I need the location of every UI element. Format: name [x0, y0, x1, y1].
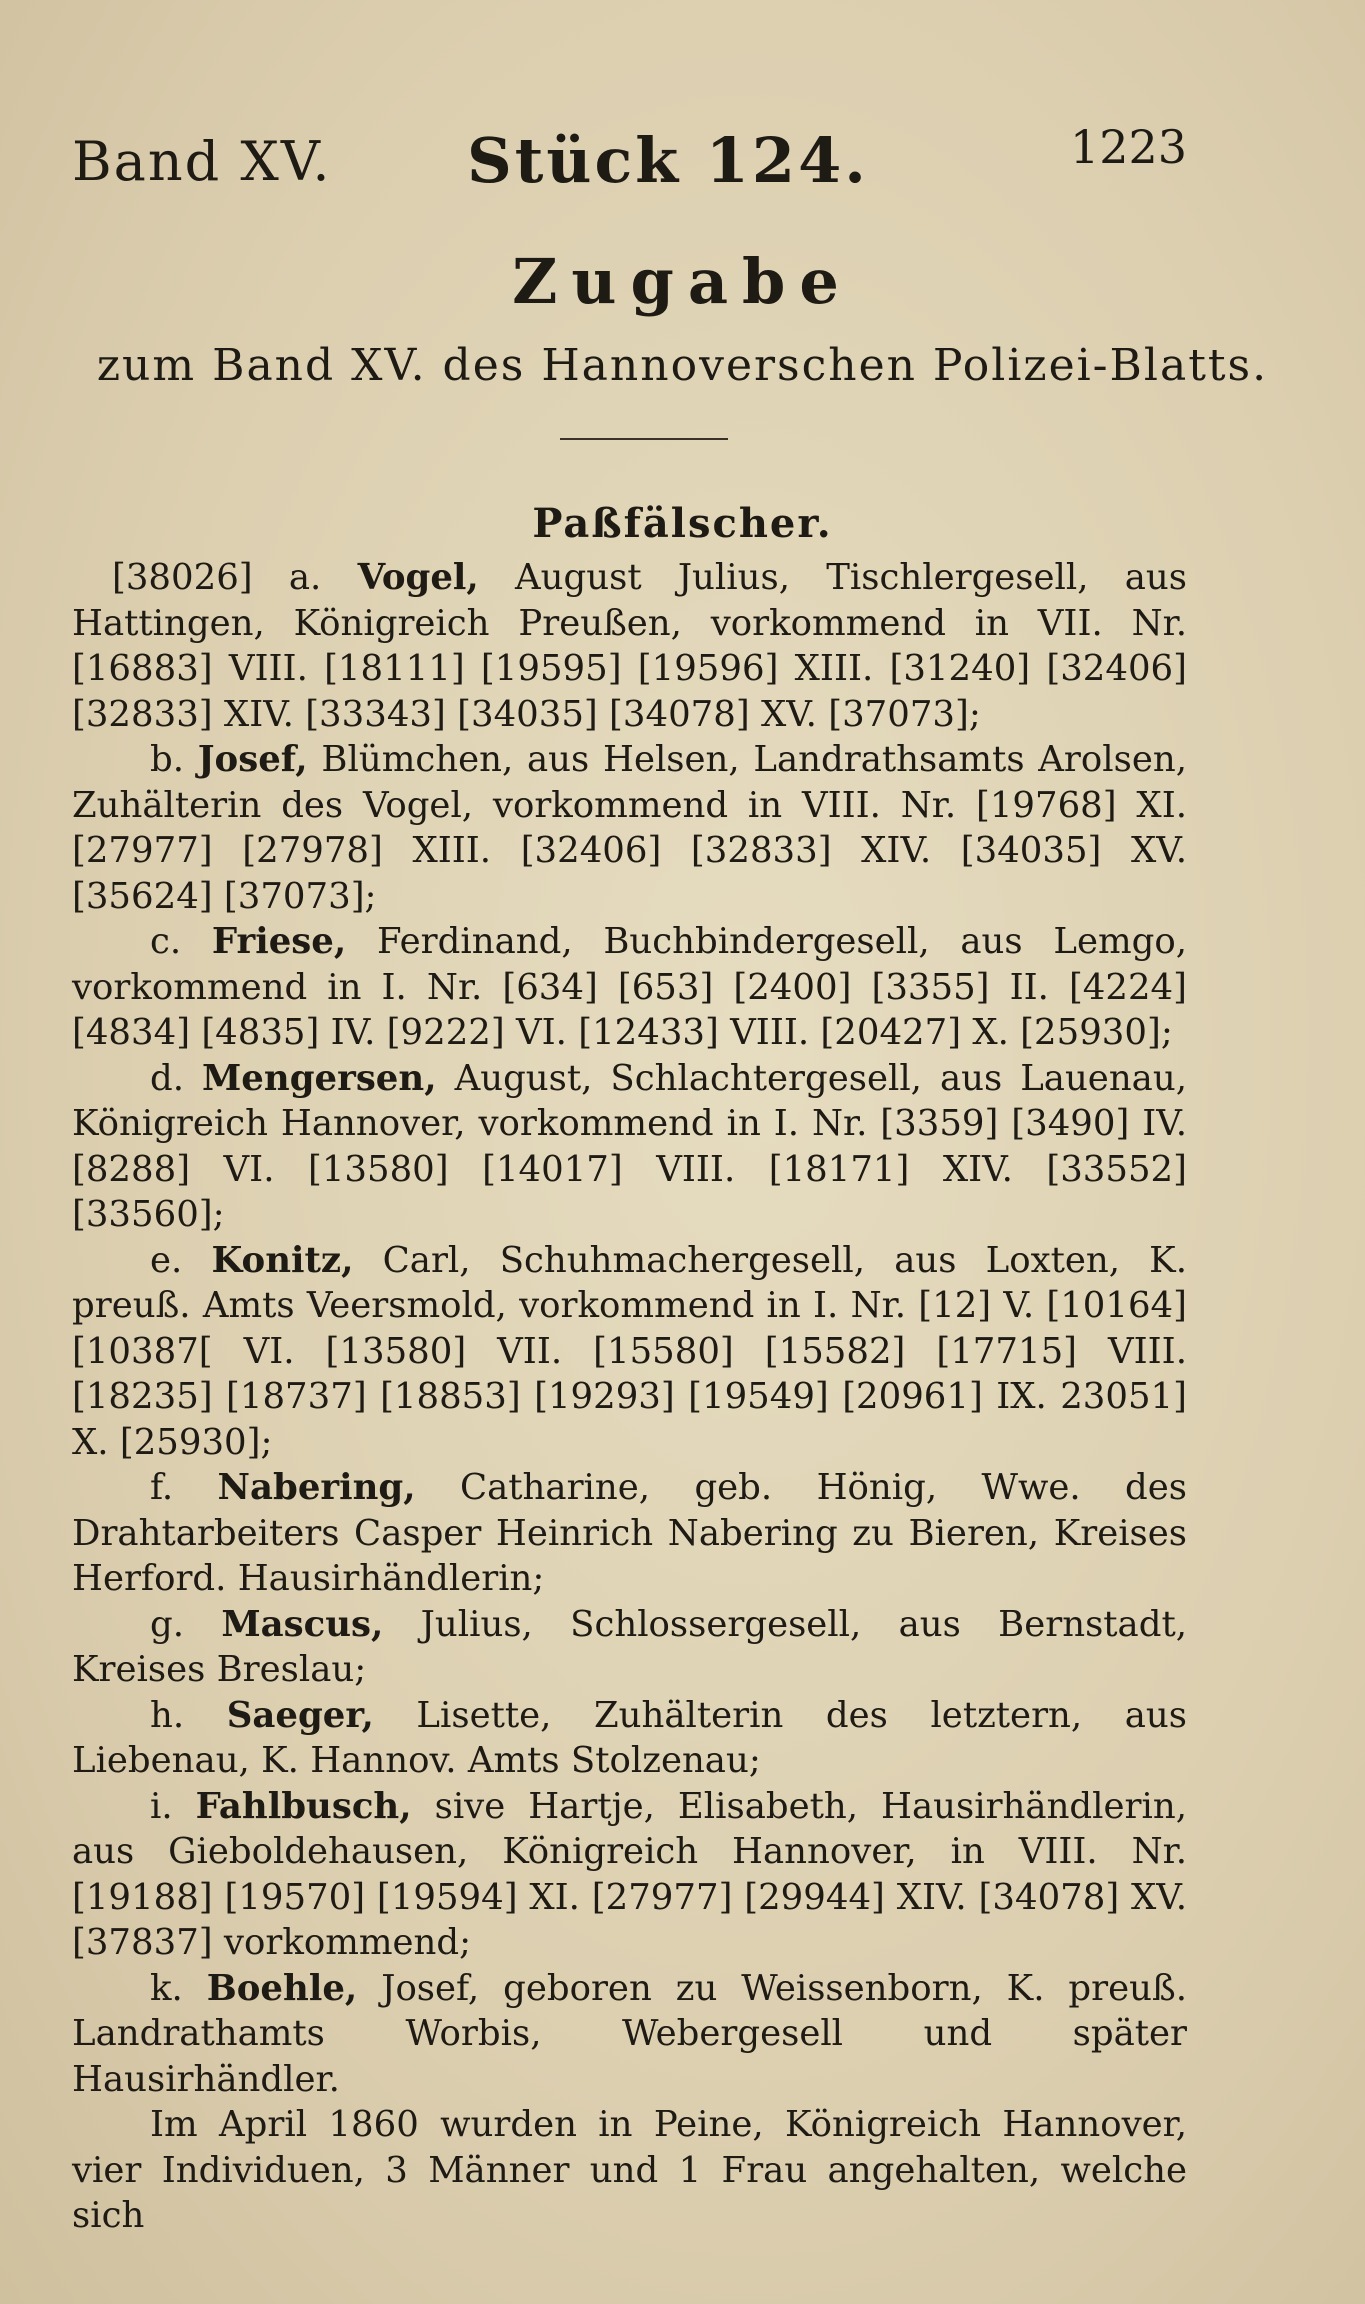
entry-name: Nabering, — [217, 1467, 416, 1508]
page-number: 1223 — [1070, 120, 1188, 174]
entry-prefix: f. — [150, 1467, 218, 1508]
entry-prefix: e. — [150, 1239, 212, 1281]
entry-text: Blümchen, aus Helsen, Landrathsamts Arolsen, Zuhälterin des Vogel, vorkommend in VIII. Nr. [19768] XI. [27977] [27978] XIII. [32406] [32833] XIV. [34035] XV. [35624] [37073]; — [72, 739, 1187, 917]
volume-label: Band XV. — [72, 130, 332, 193]
entry-h — [72, 1693, 1187, 1784]
closing-paragraph: Im April 1860 wurden in Peine, Königreich Hannover, vier Individuen, 3 Männer und 1 Frau angehalten, welche sich — [72, 2104, 1187, 2236]
entry-text: August Julius, Tischlergesell, aus Hattingen, Königreich Preußen, vorkommend in VII. Nr. [16883] VIII. [18111] [19595] [19596] XIII. [31240] [32406] [32833] XIV. [33343] [34035] [34078] XV. [37073]; — [72, 557, 1187, 735]
entry-g — [72, 1602, 1187, 1693]
entry-text: Julius, Schlossergesell, aus Bernstadt, Kreises Breslau; — [72, 1603, 1187, 1690]
entry-f — [72, 1465, 1187, 1602]
entry-prefix: c. — [150, 921, 212, 962]
entry-text: Ferdinand, Buchbindergesell, aus Lemgo, vorkommend in I. Nr. [634] [653] [2400] [3355] II. [4224] [4834] [4835] IV. [9222] VI. [12433] VIII. [20427] X. [25930]; — [72, 921, 1187, 1053]
entry-text: sive Hartje, Elisabeth, Hausirhändlerin, aus Gieboldehausen, Königreich Hannover, in VIII. Nr. [19188] [19570] [19594] XI. [27977] [29944] XIV. [34078] XV. [37837] vorkommend; — [72, 1785, 1187, 1963]
issue-label: Stück 124. — [467, 124, 869, 197]
entry-prefix: h. — [150, 1694, 227, 1736]
entry-name: Vogel, — [357, 557, 479, 598]
entry-i — [72, 1784, 1187, 1966]
entry-name: Saeger, — [226, 1694, 374, 1736]
supplement-subtitle: zum Band XV. des Hannoverschen Polizei-Blatts. — [96, 340, 1269, 391]
entry-c — [72, 919, 1187, 1056]
entry-text: Lisette, Zuhälterin des letztern, aus Liebenau, K. Hannov. Amts Stolzenau; — [72, 1694, 1188, 1781]
section-heading: Paßfälscher. — [532, 500, 833, 547]
entry-d — [72, 1056, 1187, 1238]
entry-text: Catharine, geb. Hönig, Wwe. des Drahtarbeiters Casper Heinrich Nabering zu Bieren, Kreises Herford. Hausirhändlerin; — [72, 1467, 1187, 1599]
entry-prefix: i. — [150, 1785, 196, 1827]
entry-text: Carl, Schuhmachergesell, aus Loxten, K. preuß. Amts Veersmold, vorkommend in I. Nr. [12] V. [10164] [10387[ VI. [13580] VII. [15580] [15582] [17715] VIII. [18235] [18737] [18853] [19293] [19549] [20961] IX. 23051] X. [25930]; — [72, 1239, 1187, 1463]
entry-name: Konitz, — [211, 1239, 354, 1281]
entry-name: Mascus, — [221, 1603, 384, 1645]
entry-b — [72, 737, 1187, 919]
entry-prefix: [38026] a. — [112, 557, 358, 598]
entry-name: Boehle, — [206, 1967, 358, 2009]
entry-prefix: k. — [150, 1967, 207, 2009]
entry-a — [72, 555, 1187, 737]
entry-prefix: d. — [150, 1057, 203, 1099]
entry-prefix: b. — [150, 739, 198, 780]
entry-name: Josef, — [197, 739, 308, 780]
entry-name: Mengersen, — [202, 1057, 437, 1099]
entry-k — [72, 1966, 1187, 2103]
divider — [560, 438, 728, 440]
entry-name: Fahlbusch, — [195, 1785, 412, 1827]
page-header — [72, 110, 1188, 200]
entry-name: Friese, — [211, 921, 347, 962]
supplement-title: Zugabe — [512, 245, 853, 318]
entries-list — [72, 555, 1187, 2239]
entry-text: Josef, geboren zu Weissenborn, K. preuß. Landrathamts Worbis, Webergesell und später Hausirhändler. — [72, 1967, 1187, 2100]
entry-text: August, Schlachtergesell, aus Lauenau, Königreich Hannover, vorkommend in I. Nr. [3359] [3490] IV. [8288] VI. [13580] [14017] VIII. [18171] XIV. [33552] [33560]; — [72, 1057, 1187, 1235]
entry-prefix: g. — [150, 1603, 222, 1645]
entry-e — [72, 1238, 1187, 1466]
